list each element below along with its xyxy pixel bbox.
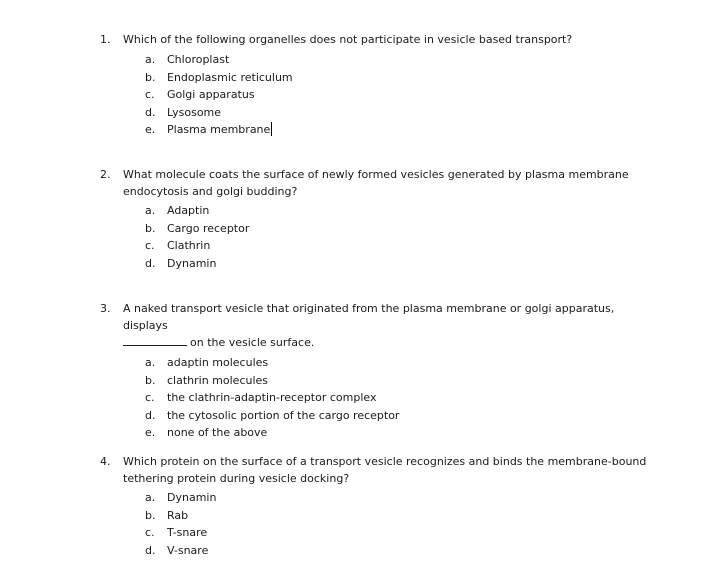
option-letter: c. <box>145 526 155 540</box>
option-letter: d. <box>145 543 156 557</box>
question-2 <box>100 166 660 272</box>
option-letter: c. <box>145 391 155 405</box>
question-text <box>123 300 660 351</box>
answer-option <box>100 372 660 390</box>
question-text-line: What molecule coats the surface of newly formed vesicles generated by plasma membrane <box>123 168 629 181</box>
option-letter: b. <box>145 221 156 235</box>
answer-option <box>100 202 660 220</box>
option-letter: c. <box>145 239 155 253</box>
option-text: Golgi apparatus <box>167 88 255 102</box>
question-number: 4. <box>100 455 111 468</box>
answer-option <box>100 69 660 87</box>
answer-option <box>100 220 660 238</box>
text-cursor <box>271 122 272 136</box>
option-text <box>167 121 272 139</box>
option-text: Dynamin <box>167 491 217 504</box>
option-text: the clathrin-adaptin-receptor complex <box>167 391 377 405</box>
answer-option <box>100 237 660 255</box>
option-text: none of the above <box>167 426 268 440</box>
answer-option <box>100 542 660 560</box>
question-text-line: tethering protein during vesicle docking? <box>123 472 350 485</box>
option-letter: e. <box>145 426 156 440</box>
option-letter: a. <box>145 491 156 504</box>
answer-options <box>100 202 660 272</box>
answer-option <box>100 424 660 442</box>
question-text-line: Which protein on the surface of a transport vesicle recognizes and binds the membrane-bound <box>123 455 647 468</box>
option-text: Cargo receptor <box>167 221 250 235</box>
answer-option <box>100 86 660 104</box>
question-3 <box>100 300 660 442</box>
option-letter: d. <box>145 408 156 422</box>
question-text-line: A naked transport vesicle that originated from the plasma membrane or golgi apparatus, displays <box>123 302 615 332</box>
option-text-value: Plasma membrane <box>167 123 271 137</box>
answer-options <box>100 354 660 442</box>
answer-options <box>100 51 660 139</box>
option-text: the cytosolic portion of the cargo receptor <box>167 408 400 422</box>
option-text: adaptin molecules <box>167 356 269 369</box>
question-number: 2. <box>100 168 111 181</box>
answer-option <box>100 407 660 425</box>
option-letter: a. <box>145 356 156 369</box>
option-letter: c. <box>145 88 155 102</box>
option-text: T-snare <box>167 526 208 540</box>
question-text-line: endocytosis and golgi budding? <box>123 185 298 198</box>
option-letter: e. <box>145 123 156 137</box>
option-text: Chloroplast <box>167 53 230 66</box>
answer-option <box>100 354 660 372</box>
question-text: Which of the following organelles does not participate in vesicle based transport? <box>123 33 573 46</box>
question-text <box>123 453 660 487</box>
question-number: 3. <box>100 302 111 315</box>
option-letter: d. <box>145 105 156 119</box>
answer-option <box>100 389 660 407</box>
option-text: Endoplasmic reticulum <box>167 70 293 84</box>
option-letter: b. <box>145 70 156 84</box>
option-text: Lysosome <box>167 105 222 119</box>
option-text: Rab <box>167 508 189 522</box>
answer-option <box>100 121 660 139</box>
option-letter: a. <box>145 204 156 217</box>
option-letter: b. <box>145 508 156 522</box>
answer-options <box>100 489 660 559</box>
question-4 <box>100 453 660 559</box>
answer-option <box>100 104 660 122</box>
option-text: clathrin molecules <box>167 373 269 387</box>
option-text: Dynamin <box>167 256 217 270</box>
question-text-line: on the vesicle surface. <box>190 336 315 349</box>
question-text <box>123 166 660 200</box>
option-text: V-snare <box>167 543 209 557</box>
option-text: Adaptin <box>167 204 210 217</box>
question-1 <box>100 31 660 139</box>
answer-option <box>100 51 660 69</box>
question-number: 1. <box>100 33 111 46</box>
answer-option <box>100 255 660 273</box>
answer-option <box>100 524 660 542</box>
option-text: Clathrin <box>167 239 211 253</box>
answer-option <box>100 489 660 507</box>
option-letter: d. <box>145 256 156 270</box>
answer-option <box>100 507 660 525</box>
option-letter: b. <box>145 373 156 387</box>
option-letter: a. <box>145 53 156 66</box>
fill-in-blank <box>123 334 187 346</box>
